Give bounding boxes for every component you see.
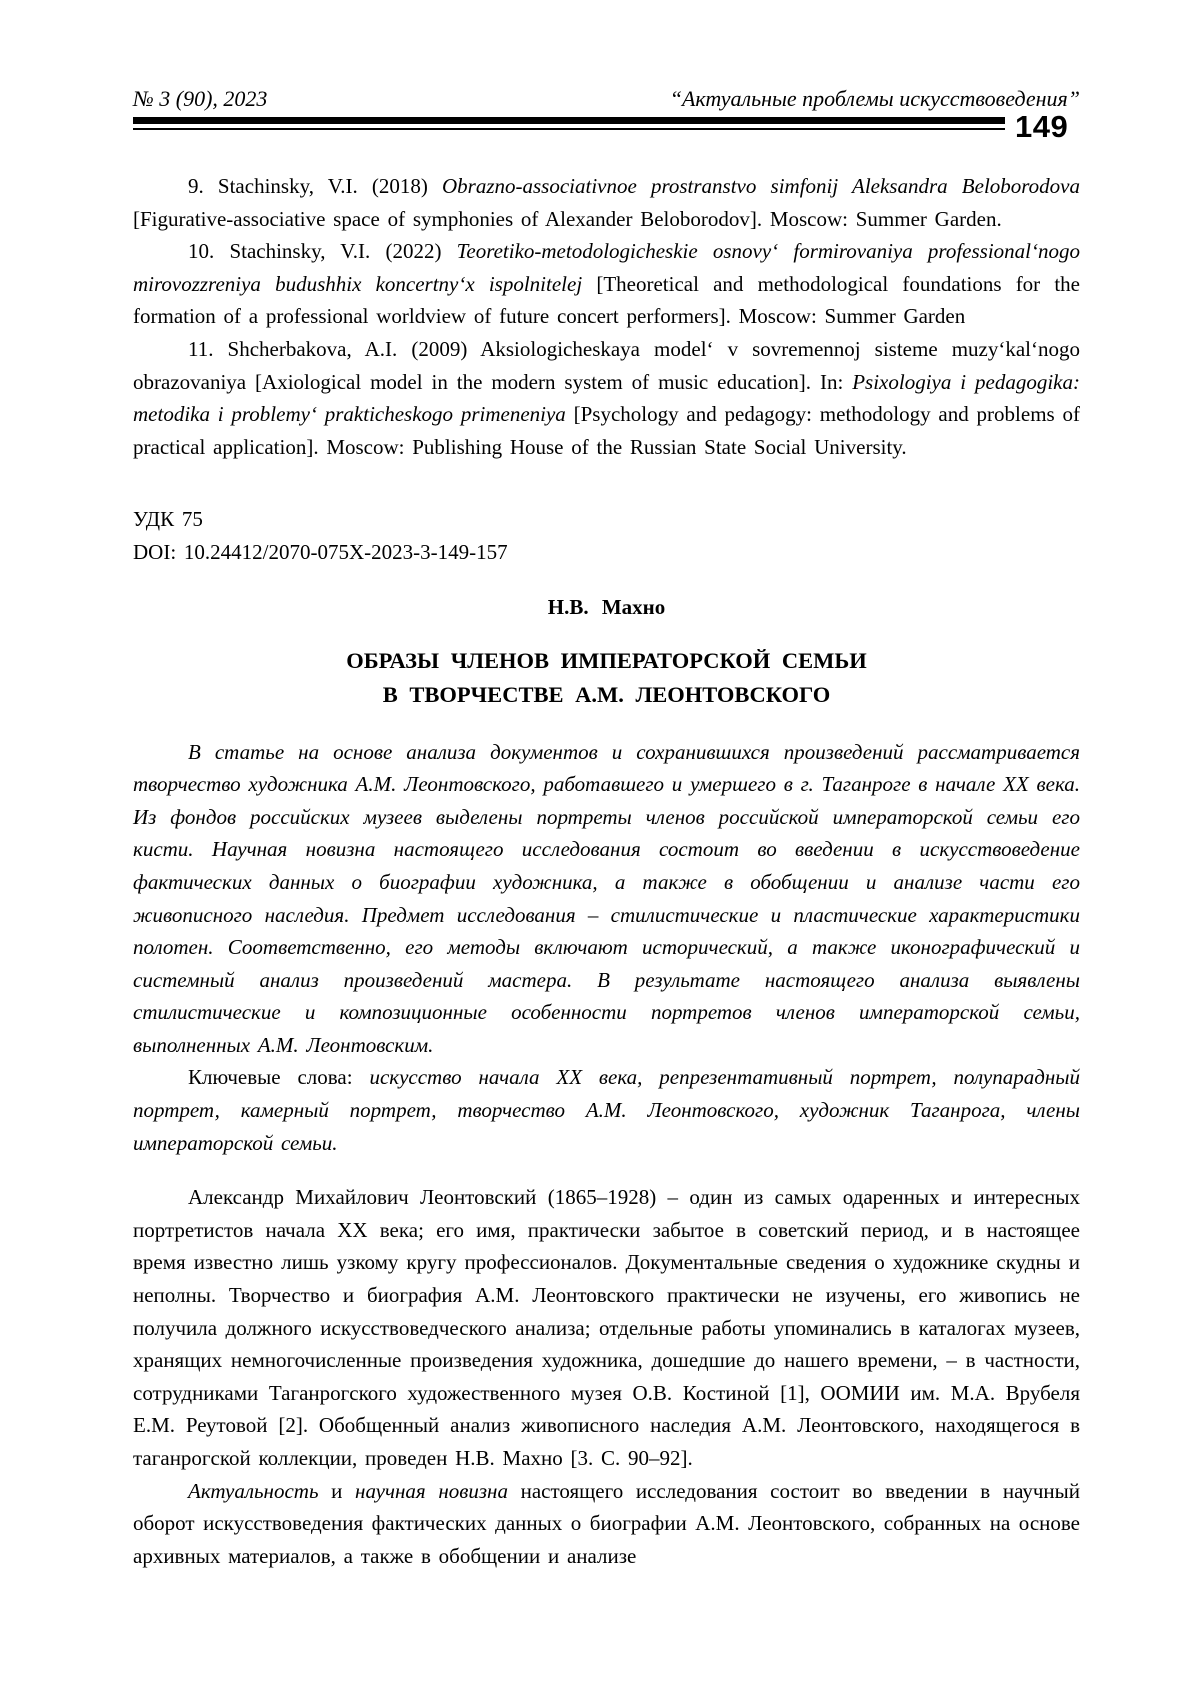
page-number: 149 [1015, 109, 1069, 144]
article-title-line2: В ТВОРЧЕСТВЕ А.М. ЛЕОНТОВСКОГО [382, 681, 831, 707]
article-title-line1: ОБРАЗЫ ЧЛЕНОВ ИМПЕРАТОРСКОЙ СЕМЬИ [346, 647, 867, 673]
header-double-rule [133, 117, 1005, 130]
running-header [133, 86, 1080, 112]
abstract-block [133, 736, 1080, 1160]
reference-item: 9. Stachinsky, V.I. (2018) Obrazno-associativnoe prostranstvo simfonij Aleksandra Beloborodova [Figurative-associative space of symphonies of Alexander Beloborodov]. Moscow: Summer Garden. [133, 174, 1080, 231]
article-title [133, 644, 1080, 712]
doi-line: DOI: 10.24412/2070-075X-2023-3-149-157 [133, 539, 508, 564]
article-author: Н.В. Махно [547, 594, 666, 619]
journal-title: “Актуальные проблемы искусствоведения” [669, 86, 1080, 111]
page-content [133, 0, 1080, 1572]
issue-label: № 3 (90), 2023 [133, 86, 268, 111]
meta-block [133, 503, 1080, 568]
header-rule-row [133, 109, 1080, 144]
reference-item: 11. Shcherbakova, A.I. (2009) Aksiologicheskaya model‘ v sovremennoj sisteme muzy‘kal‘nogo obrazovaniya [Axiological model in the modern system of music education]. In: Psixologiya i pedagogika: metodika i problemy‘ prakticheskogo primeneniya [Psychology and pedagogy: methodology and problems of practical application]. Moscow: Publishing House of the Russian State Social University. [133, 336, 1081, 459]
body-paragraph: Александр Михайлович Леонтовский (1865–1928) – один из самых одаренных и интересных портретистов начала XX века; его имя, практически забытое в советский период, и в настоящее время известно лишь узкому кругу профессионалов. Документальные сведения о художнике скудны и неполны. Творчество и биография А.М. Леонтовского практически не изучены, его живопись не получила должного искусствоведческого анализа; отдельные работы упоминались в каталогах музеев, хранящих немногочисленные произведения художника, дошедшие до нашего времени, – в частности, сотрудниками Таганрогского художественного музея О.В. Костиной [1], ООМИИ им. М.А. Врубеля Е.М. Реутовой [2]. Обобщенный анализ живописного наследия А.М. Леонтовского, находящегося в таганрогской коллекции, проведен Н.В. Махно [3. С. 90–92]. [133, 1185, 1080, 1470]
references-list [133, 170, 1080, 463]
udk-line: УДК 75 [133, 507, 203, 532]
body-paragraph: Актуальность и научная новизна настоящего исследования состоит во введении в научный оборот искусствоведения фактических данных о биографии А.М. Леонтовского, собранных на основе архивных материалов, а также в обобщении и анализе [133, 1478, 1080, 1568]
article-body [133, 1181, 1080, 1572]
reference-item: 10. Stachinsky, V.I. (2022) Teoretiko-metodologicheskie osnovy‘ formirovaniya professional‘nogo mirovozzreniya budushhix koncertny‘x ispolnitelej [Theoretical and methodological foundations for the formation of a professional worldview of future concert performers]. Moscow: Summer Garden [133, 239, 1080, 329]
abstract-text: В статье на основе анализа документов и сохранившихся произведений рассматривается творчество художника А.М. Леонтовского, работавшего и умершего в г. Таганроге в начале XX века. Из фондов российских музеев выделены портреты членов российской императорской семьи его кисти. Научная новизна настоящего исследования состоит во введении в искусствоведение фактических данных о биографии художника, а также в обобщении и анализе части его живописного наследия. Предмет исследования – стилистические и пластические характеристики полотен. Соответственно, его методы включают исторический, а также иконографический и системный анализ произведений мастера. В результате настоящего анализа выявлены стилистические и композиционные особенности портретов членов императорской семьи, выполненных А.М. Леонтовским. [133, 739, 1080, 1057]
keywords-line: Ключевые слова: искусство начала XX века, репрезентативный портрет, полупарадный портрет, камерный портрет, творчество А.М. Леонтовского, художник Таганрога, члены императорской семьи. [133, 1065, 1080, 1155]
